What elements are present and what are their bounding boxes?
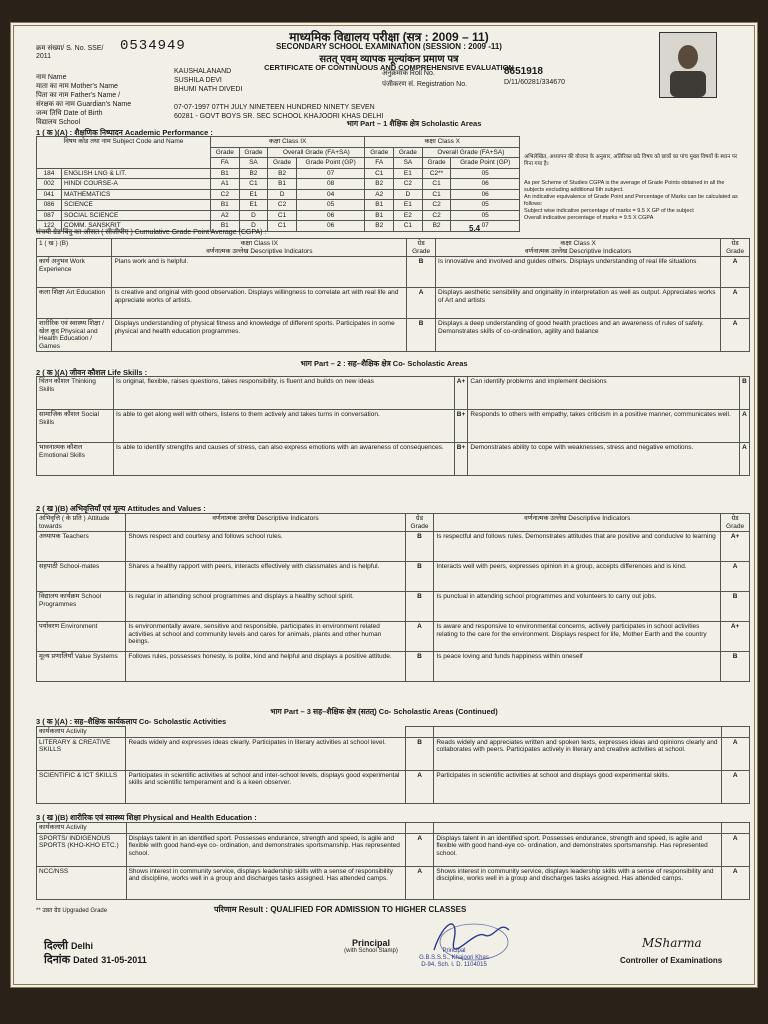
subject-row xyxy=(37,200,520,211)
class-x-indicator: Participates in scientific activities at school and displays good experimental skills. xyxy=(434,770,721,803)
class-ix-grade: B+ xyxy=(454,410,468,443)
subject-header: विषय कोड तथा नाम Subject Code and Name xyxy=(37,137,211,169)
class-x-grade: A+ xyxy=(721,532,750,562)
grade-x: C2 xyxy=(422,210,451,221)
grade-ix: C2 xyxy=(210,189,239,200)
subject-rows xyxy=(37,168,520,231)
physical-activity-header: कार्यकलाप Activity xyxy=(37,823,127,834)
date-hindi: दिनांक xyxy=(44,954,71,966)
table-row xyxy=(37,532,750,562)
attitude-towards-header: अभिवृत्ति ( के प्रति ) Attitude towards xyxy=(37,514,126,532)
col-grade-x-sa: Grade xyxy=(394,147,423,158)
grade-ix: E1 xyxy=(239,189,268,200)
col-grade-x: Grade xyxy=(422,158,451,169)
class-ix-indicator: Is able to identify strengths and causes of stress, can also express emotions with an awareness of consequences. xyxy=(114,443,455,476)
issue-date: 31-05-2011 xyxy=(101,955,147,965)
certificate-page xyxy=(10,22,758,988)
cgpa-value: 5.4 xyxy=(469,224,481,233)
class-x-indicator: Interacts well with peers, expresses opinion in a group, accepts differences and is kind. xyxy=(434,562,721,592)
class-x-indicator: Is aware and responsive to environmental concerns, actively participates in school activities relating to the care for the environment. Displays respect for life, Mother Earth and the country xyxy=(434,622,721,652)
class-ix-grade: A xyxy=(405,770,433,803)
class-x-grade: A xyxy=(721,319,750,352)
subject-row xyxy=(37,179,520,190)
subject-code: 086 xyxy=(37,200,62,211)
grade-x: A2 xyxy=(365,189,394,200)
class-ix-grade: A xyxy=(407,288,436,319)
subject-row xyxy=(37,168,520,179)
grade-x: C1 xyxy=(365,168,394,179)
grade-ix: B1 xyxy=(210,200,239,211)
class-ix-indicator: Is able to get along well with others, listens to them actively and takes turns in conversation. xyxy=(114,410,455,443)
part1b-class-ix: कक्षा Class IX xyxy=(240,240,279,247)
col-grade-ix: Grade xyxy=(268,158,297,169)
subtitle-hindi: सतत् एवम् व्यापक मूल्यांकन प्रमाण पत्र xyxy=(319,54,459,65)
class-x-indicator: Displays talent in an identified sport. Possesses endurance, strength and speed, is agile and flexible with good hand-eye co- ordination, and demonstrates sportsmanship. Has represented school. xyxy=(434,833,721,866)
serial-label: क्रम संख्या/ S. No. SSE/ 2011 xyxy=(36,45,104,60)
table-row xyxy=(37,562,750,592)
col-fa-ix: FA xyxy=(210,158,239,169)
part3-title: भाग Part – 3 सह–शैक्षिक क्षेत्र (सतत्) Co- Scholastic Areas (Continued) xyxy=(270,707,498,716)
class-x-indicator: Shows interest in community service, displays leadership skills with a sense of responsibility and discipline, works well in a group and discharges tasks assigned. Has attended camps. xyxy=(434,866,721,899)
school-name: 60281 - GOVT BOYS SR. SEC SCHOOL KHAJOORI KHAS DELHI xyxy=(174,113,384,120)
subject-name: COMM. SANSKRIT xyxy=(62,221,211,232)
grade-ix: 06 xyxy=(296,210,365,221)
col-gp-ix: Grade Point (GP) xyxy=(296,158,365,169)
col-sa-ix: SA xyxy=(239,158,268,169)
grade-x: B1 xyxy=(365,200,394,211)
area-label: SCIENTIFIC & ICT SKILLS xyxy=(37,770,126,803)
grade-x: B1 xyxy=(365,210,394,221)
class-ix-grade: A+ xyxy=(454,377,468,410)
father-name: BHUMI NATH DIVEDI xyxy=(174,86,243,93)
principal-subtitle: (with School Stamp) xyxy=(344,948,398,954)
part1b-rows xyxy=(37,257,750,352)
subtitle-english: CERTIFICATE OF CONTINUOUS AND COMPREHENSIVE EVALUATION xyxy=(264,63,514,72)
activity-header: कार्यकलाप Activity xyxy=(37,727,126,738)
stamp-line-2: G.B.S.S.S., Khajoori Khas xyxy=(419,955,489,961)
class-ix-grade: B xyxy=(405,532,434,562)
col-grade-ix-fa: Grade xyxy=(210,147,239,158)
grade-x: C1 xyxy=(422,179,451,190)
table-row xyxy=(37,443,750,476)
physical-label: 3 ( ख )(B) शारीरिक एवं स्वास्थ्य शिक्षा Physical and Health Education : xyxy=(36,813,257,822)
grading-notes xyxy=(524,154,738,222)
class-x-grade: B xyxy=(721,652,750,682)
grade-x: C2** xyxy=(422,168,451,179)
grade-x: E1 xyxy=(394,200,423,211)
roll-label: अनुक्रमांक Roll No. xyxy=(382,70,435,77)
grade-ix: B2 xyxy=(239,168,268,179)
col-grade-x-fa: Grade xyxy=(365,147,394,158)
table-row xyxy=(37,866,750,899)
subject-code: 122 xyxy=(37,221,62,232)
part1-section-label: 1 ( क )(A) : शैक्षणिक निष्पादन Academic Performance : xyxy=(36,128,213,137)
class-ix-grade: B+ xyxy=(454,443,468,476)
area-label: SPORTS/ INDIGENOUS SPORTS (KHO-KHO ETC.) xyxy=(37,833,127,866)
grade-ix: B2 xyxy=(268,168,297,179)
grade-ix: C1 xyxy=(268,210,297,221)
grade-ix: B1 xyxy=(210,168,239,179)
table-row xyxy=(37,319,750,352)
grade-x: C2 xyxy=(422,200,451,211)
date-line xyxy=(44,952,147,967)
attitudes-ix-desc-header: वर्णनात्मक उल्लेख Descriptive Indicators xyxy=(126,514,405,532)
subject-code: 002 xyxy=(37,179,62,190)
area-label: भावनात्मक कौशल Emotional Skills xyxy=(37,443,114,476)
class-x-grade: B xyxy=(721,592,750,622)
grade-ix: B1 xyxy=(268,179,297,190)
table-row xyxy=(37,770,750,803)
part1b-x-grade-header: ग्रेड Grade xyxy=(721,239,750,257)
student-values xyxy=(174,67,504,121)
table-row xyxy=(37,652,750,682)
area-label: मूल्य प्रणालियाँ Value Systems xyxy=(37,652,126,682)
grade-ix: B1 xyxy=(210,221,239,232)
subject-name: ENGLISH LNG & LIT. xyxy=(62,168,211,179)
class-ix-header: कक्षा Class IX xyxy=(210,137,364,148)
attitudes-x-desc-header: वर्णनात्मक उल्लेख Descriptive Indicators xyxy=(434,514,721,532)
subject-row xyxy=(37,189,520,200)
father-label: पिता का नाम Father's Name / xyxy=(36,92,121,99)
class-ix-indicator: Displays understanding of physical fitness and knowledge of different sports. Participates in some physical and health education programmes. xyxy=(112,319,407,352)
grade-x: 05 xyxy=(451,200,520,211)
col-fa-x: FA xyxy=(365,158,394,169)
table-row xyxy=(37,288,750,319)
class-x-indicator: Reads widely and appreciates written and spoken texts, expresses ideas and opinions clearly and collaborates with peers. Participates actively in literary and creative activities at school. xyxy=(434,737,721,770)
grade-ix: 07 xyxy=(296,168,365,179)
subject-code: 041 xyxy=(37,189,62,200)
class-x-grade: A xyxy=(721,833,749,866)
grade-x: 05 xyxy=(451,168,520,179)
result-label: परिणाम Result : xyxy=(214,905,269,914)
area-label: सहपाठी School-mates xyxy=(37,562,126,592)
stamp-line-3: D-94, Sch. I. D. 1104015 xyxy=(421,962,487,968)
mother-name: SUSHILA DEVI xyxy=(174,77,222,84)
area-label: शारीरिक एवं स्वास्थ्य शिक्षा / खेल कूद Physical and Health Education / Games xyxy=(37,319,112,352)
class-x-indicator: Is respectful and follows rules. Demonstrates attitudes that are positive and conducive to learning xyxy=(434,532,721,562)
attitudes-x-grade-header: ग्रेड Grade xyxy=(721,514,750,532)
school-label: विद्यालय School xyxy=(36,119,81,126)
attitudes-table xyxy=(36,513,750,682)
table-row xyxy=(37,257,750,288)
class-ix-grade: A xyxy=(405,622,434,652)
class-x-indicator: Is punctual in attending school programmes and volunteers to carry out jobs. xyxy=(434,592,721,622)
class-ix-indicator: Reads widely and expresses ideas clearly. Participates in literary activities at school level. xyxy=(126,737,406,770)
serial-number: 0534949 xyxy=(120,38,186,54)
student-photo xyxy=(659,32,717,98)
grade-x: 06 xyxy=(451,179,520,190)
class-ix-grade: A xyxy=(406,833,434,866)
class-ix-grade: A xyxy=(406,866,434,899)
class-ix-indicator: Shares a healthy rapport with peers, interacts effectively with classmates and is helpful. xyxy=(126,562,405,592)
class-x-grade: A xyxy=(721,770,749,803)
grade-x: C1 xyxy=(394,221,423,232)
part1-title: भाग Part – 1 शैक्षिक क्षेत्र Scholastic Areas xyxy=(346,119,482,128)
grade-x: B2 xyxy=(422,221,451,232)
grade-ix: 04 xyxy=(296,189,365,200)
result-value: QUALIFIED FOR ADMISSION TO HIGHER CLASSES xyxy=(270,905,467,914)
grade-ix: 06 xyxy=(296,221,365,232)
attitudes-label: 2 ( ख )(B) अभिवृत्तियाँ एवं मूल्य Attitudes and Values : xyxy=(36,504,206,513)
grade-ix: D xyxy=(268,189,297,200)
part1b-x-desc-header: वर्णनात्मक उल्लेख Descriptive Indicators xyxy=(524,247,632,255)
class-x-header: कक्षा Class X xyxy=(365,137,520,148)
subject-code: 184 xyxy=(37,168,62,179)
area-label: कार्य अनुभव Work Experience xyxy=(37,257,112,288)
date-of-birth: 07-07-1997 07TH JULY NINETEEN HUNDRED NINETY SEVEN xyxy=(174,104,375,111)
note-bullet-1: Subject wise indicative percentage of marks = 9.5 X GP of the subject xyxy=(524,208,694,214)
table-row xyxy=(37,622,750,652)
mother-label: माता का नाम Mother's Name xyxy=(36,83,118,90)
table-row xyxy=(37,737,750,770)
class-x-grade: A xyxy=(721,257,750,288)
grade-ix: E1 xyxy=(239,200,268,211)
class-ix-indicator: Shows interest in community service, displays leadership skills with a sense of responsibility and discipline, works well in a group and discharges tasks assigned. Has attended camps. xyxy=(126,866,405,899)
class-ix-grade: B xyxy=(405,562,434,592)
area-label: विद्यालय कार्यक्रम School Programmes xyxy=(37,592,126,622)
academic-table xyxy=(36,136,520,232)
grade-ix: D xyxy=(239,210,268,221)
table-row xyxy=(37,377,750,410)
class-ix-indicator: Displays talent in an identified sport. Possesses endurance, strength and speed, is agile and flexible with good hand-eye co- ordination, and demonstrates sportsmanship. Has represented school. xyxy=(126,833,405,866)
subject-name: HINDI COURSE-A xyxy=(62,179,211,190)
physical-table xyxy=(36,822,750,900)
grade-x: B2 xyxy=(365,221,394,232)
roll-number: 8651918 xyxy=(504,66,543,77)
grade-ix: C1 xyxy=(268,221,297,232)
grade-ix: C2 xyxy=(268,200,297,211)
class-x-indicator: Is peace loving and funds happiness within oneself xyxy=(434,652,721,682)
activity-rows xyxy=(37,737,750,803)
class-x-indicator: Displays aesthetic sensibility and originality in interpretation as well as output. Appreciates works of Art and artists xyxy=(436,288,721,319)
part1b-ix-desc-header: वर्णनात्मक उल्लेख Descriptive Indicators xyxy=(206,247,313,255)
part2-title: भाग Part – 2 : सह–शैक्षिक क्षेत्र Co- Scholastic Areas xyxy=(300,359,468,368)
subject-name: SOCIAL SCIENCE xyxy=(62,210,211,221)
life-skills-label: 2 ( क )(A) जीवन कौशल Life Skills : xyxy=(36,368,148,377)
principal-block xyxy=(336,938,406,954)
col-grade-ix-sa: Grade xyxy=(239,147,268,158)
subject-row xyxy=(37,210,520,221)
table-row xyxy=(37,592,750,622)
class-x-indicator: Can identify problems and implement decisions xyxy=(468,377,740,410)
student-labels xyxy=(36,73,166,127)
grade-x: E1 xyxy=(394,168,423,179)
physical-rows xyxy=(37,833,750,899)
subject-name: MATHEMATICS xyxy=(62,189,211,200)
class-ix-grade: B xyxy=(405,592,434,622)
class-ix-indicator: Is environmentally aware, sensitive and responsible, participates in environment related activities at school and community levels and cares for animals, plants and other human beings. xyxy=(126,622,405,652)
class-x-grade: A xyxy=(721,866,749,899)
grade-ix: 05 xyxy=(296,200,365,211)
class-ix-indicator: Participates in scientific activities at school and inter-school levels, displays good experimental skills and scientific temperament and is a keen observer. xyxy=(126,770,406,803)
class-x-grade: A+ xyxy=(721,622,750,652)
student-photo-figure xyxy=(660,33,716,97)
grade-ix: C1 xyxy=(239,179,268,190)
place-english: Delhi xyxy=(71,941,94,951)
registration-label: पंजीकरण सं. Registration No. xyxy=(382,81,468,88)
school-stamp xyxy=(409,948,499,969)
class-ix-grade: B xyxy=(405,652,434,682)
controller-signature: MSharma xyxy=(642,936,702,950)
note-equivalence: An indicative equivalence of Grade Point and Percentage of Marks can be calculated as follows: xyxy=(524,194,738,207)
grade-ix: 08 xyxy=(296,179,365,190)
class-ix-indicator: Plans work and is helpful. xyxy=(112,257,407,288)
area-label: सामाजिक कौशल Social Skills xyxy=(37,410,114,443)
grade-ix: A1 xyxy=(210,179,239,190)
col-gp-x: Grade Point (GP) xyxy=(451,158,520,169)
grade-ix: A2 xyxy=(210,210,239,221)
place-hindi: दिल्ली xyxy=(44,940,68,952)
note-cgpa: As per Scheme of Studies CGPA is the average of Grade Points obtained in all the subjects excluding additional 6th subject. xyxy=(524,180,725,193)
class-ix-grade: B xyxy=(407,257,436,288)
grade-x: 07 xyxy=(451,221,520,232)
title-english: SECONDARY SCHOOL EXAMINATION (SESSION : 2009 -11) xyxy=(276,42,502,51)
area-label: चिंतन कौशल Thinking Skills xyxy=(37,377,114,410)
class-x-grade: B xyxy=(740,377,750,410)
part1b-label: 1 ( ख ) (B) xyxy=(37,239,112,257)
class-x-grade: A xyxy=(740,410,750,443)
grade-x: C2 xyxy=(394,179,423,190)
activities-label: 3 ( क )(A) : सह–शैक्षिक कार्यकलाप Co- Scholastic Activities xyxy=(36,717,227,726)
principal-title: Principal xyxy=(351,938,390,948)
area-label: पर्यावरण Environment xyxy=(37,622,126,652)
table-row xyxy=(37,410,750,443)
class-x-grade: A xyxy=(721,562,750,592)
col-overall-ix: Overall Grade (FA+SA) xyxy=(268,147,365,158)
class-ix-indicator: Follows rules, possesses honesty, is polite, kind and helpful and displays a positive attitude. xyxy=(126,652,405,682)
life-rows xyxy=(37,377,750,476)
class-x-indicator: Is innovative and involved and guides others. Displays understanding of real life situations xyxy=(436,257,721,288)
class-ix-grade: B xyxy=(405,737,433,770)
class-ix-indicator: Is original, flexible, raises questions, takes responsibility, is fluent and builds on new ideas xyxy=(114,377,455,410)
class-ix-grade: B xyxy=(407,319,436,352)
note-bullet-2: Overall indicative percentage of marks = 9.5 X CGPA xyxy=(524,215,654,221)
date-english: Dated xyxy=(73,955,99,965)
class-x-indicator: Displays a deep understanding of good health practices and an awareness of rules of safety. Demonstrates skills of co-ordination, agility and balance xyxy=(436,319,721,352)
class-ix-indicator: Is regular in attending school programmes and displays a healthy school spirit. xyxy=(126,592,405,622)
guardian-label: संरक्षक का नाम Guardian's Name xyxy=(36,101,132,108)
grade-x: C1 xyxy=(422,189,451,200)
part1b-x-header xyxy=(436,239,721,257)
cgpa-label: संचयी ग्रेड बिंदु का औसत ( सीजीपीए ) Cumulative Grade Point Average (CGPA) : xyxy=(36,229,267,236)
part1b-class-x: कक्षा Class X xyxy=(560,240,596,247)
class-x-grade: A xyxy=(721,288,750,319)
area-label: कला शिक्षा Art Education xyxy=(37,288,112,319)
grade-x: B2 xyxy=(365,179,394,190)
part1b-ix-grade-header: ग्रेड Grade xyxy=(407,239,436,257)
stamp-line-1: Principal xyxy=(442,948,466,954)
life-skills-table xyxy=(36,376,750,476)
class-x-indicator: Responds to others with empathy, takes criticism in a positive manner, communicates well. xyxy=(468,410,740,443)
title-hindi: माध्यमिक विद्यालय परीक्षा (सत्र : 2009 – 11) xyxy=(289,30,489,44)
class-x-indicator: Demonstrates ability to cope with weaknesses, stress and negative emotions. xyxy=(468,443,740,476)
class-ix-indicator: Is creative and original with good observation. Displays willingness to correlate art with real life and appreciate works of artists. xyxy=(112,288,407,319)
class-ix-indicator: Shows respect and courtesy and follows school rules. xyxy=(126,532,405,562)
activities-table xyxy=(36,726,750,804)
table-row xyxy=(37,833,750,866)
area-label: LITERARY & CREATIVE SKILLS xyxy=(37,737,126,770)
registration-number: D/11/60281/334670 xyxy=(504,79,565,86)
col-sa-x: SA xyxy=(394,158,423,169)
col-overall-x: Overall Grade (FA+SA) xyxy=(422,147,519,158)
grade-x: E2 xyxy=(394,210,423,221)
part1b-ix-header xyxy=(112,239,407,257)
class-x-grade: A xyxy=(721,737,749,770)
student-name: KAUSHALANAND xyxy=(174,68,232,75)
name-label: नाम Name xyxy=(36,74,67,81)
controller-title: Controller of Examinations xyxy=(620,956,723,965)
co-curricular-table xyxy=(36,238,750,352)
grade-x: 06 xyxy=(451,189,520,200)
place-line xyxy=(44,938,93,953)
attitude-rows xyxy=(37,532,750,682)
area-label: NCC/NSS xyxy=(37,866,127,899)
dob-label: जन्म तिथि Date of Birth xyxy=(36,110,103,117)
class-x-grade: A xyxy=(740,443,750,476)
area-label: अध्यापक Teachers xyxy=(37,532,126,562)
grade-x: D xyxy=(394,189,423,200)
upgraded-note: ** उन्नत ग्रेड Upgraded Grade xyxy=(36,908,108,914)
subject-code: 087 xyxy=(37,210,62,221)
attitudes-ix-grade-header: ग्रेड Grade xyxy=(405,514,434,532)
note-hindi: अभिलेखित, अध्यापन की योजना के अनुसार, अतिरिक्त छठे विषय को छात्रों का पांच मुख्य विषयों के स्थान पर गिना गया है। xyxy=(524,154,738,167)
grade-ix: D xyxy=(239,221,268,232)
grade-x: 05 xyxy=(451,210,520,221)
subject-name: SCIENCE xyxy=(62,200,211,211)
